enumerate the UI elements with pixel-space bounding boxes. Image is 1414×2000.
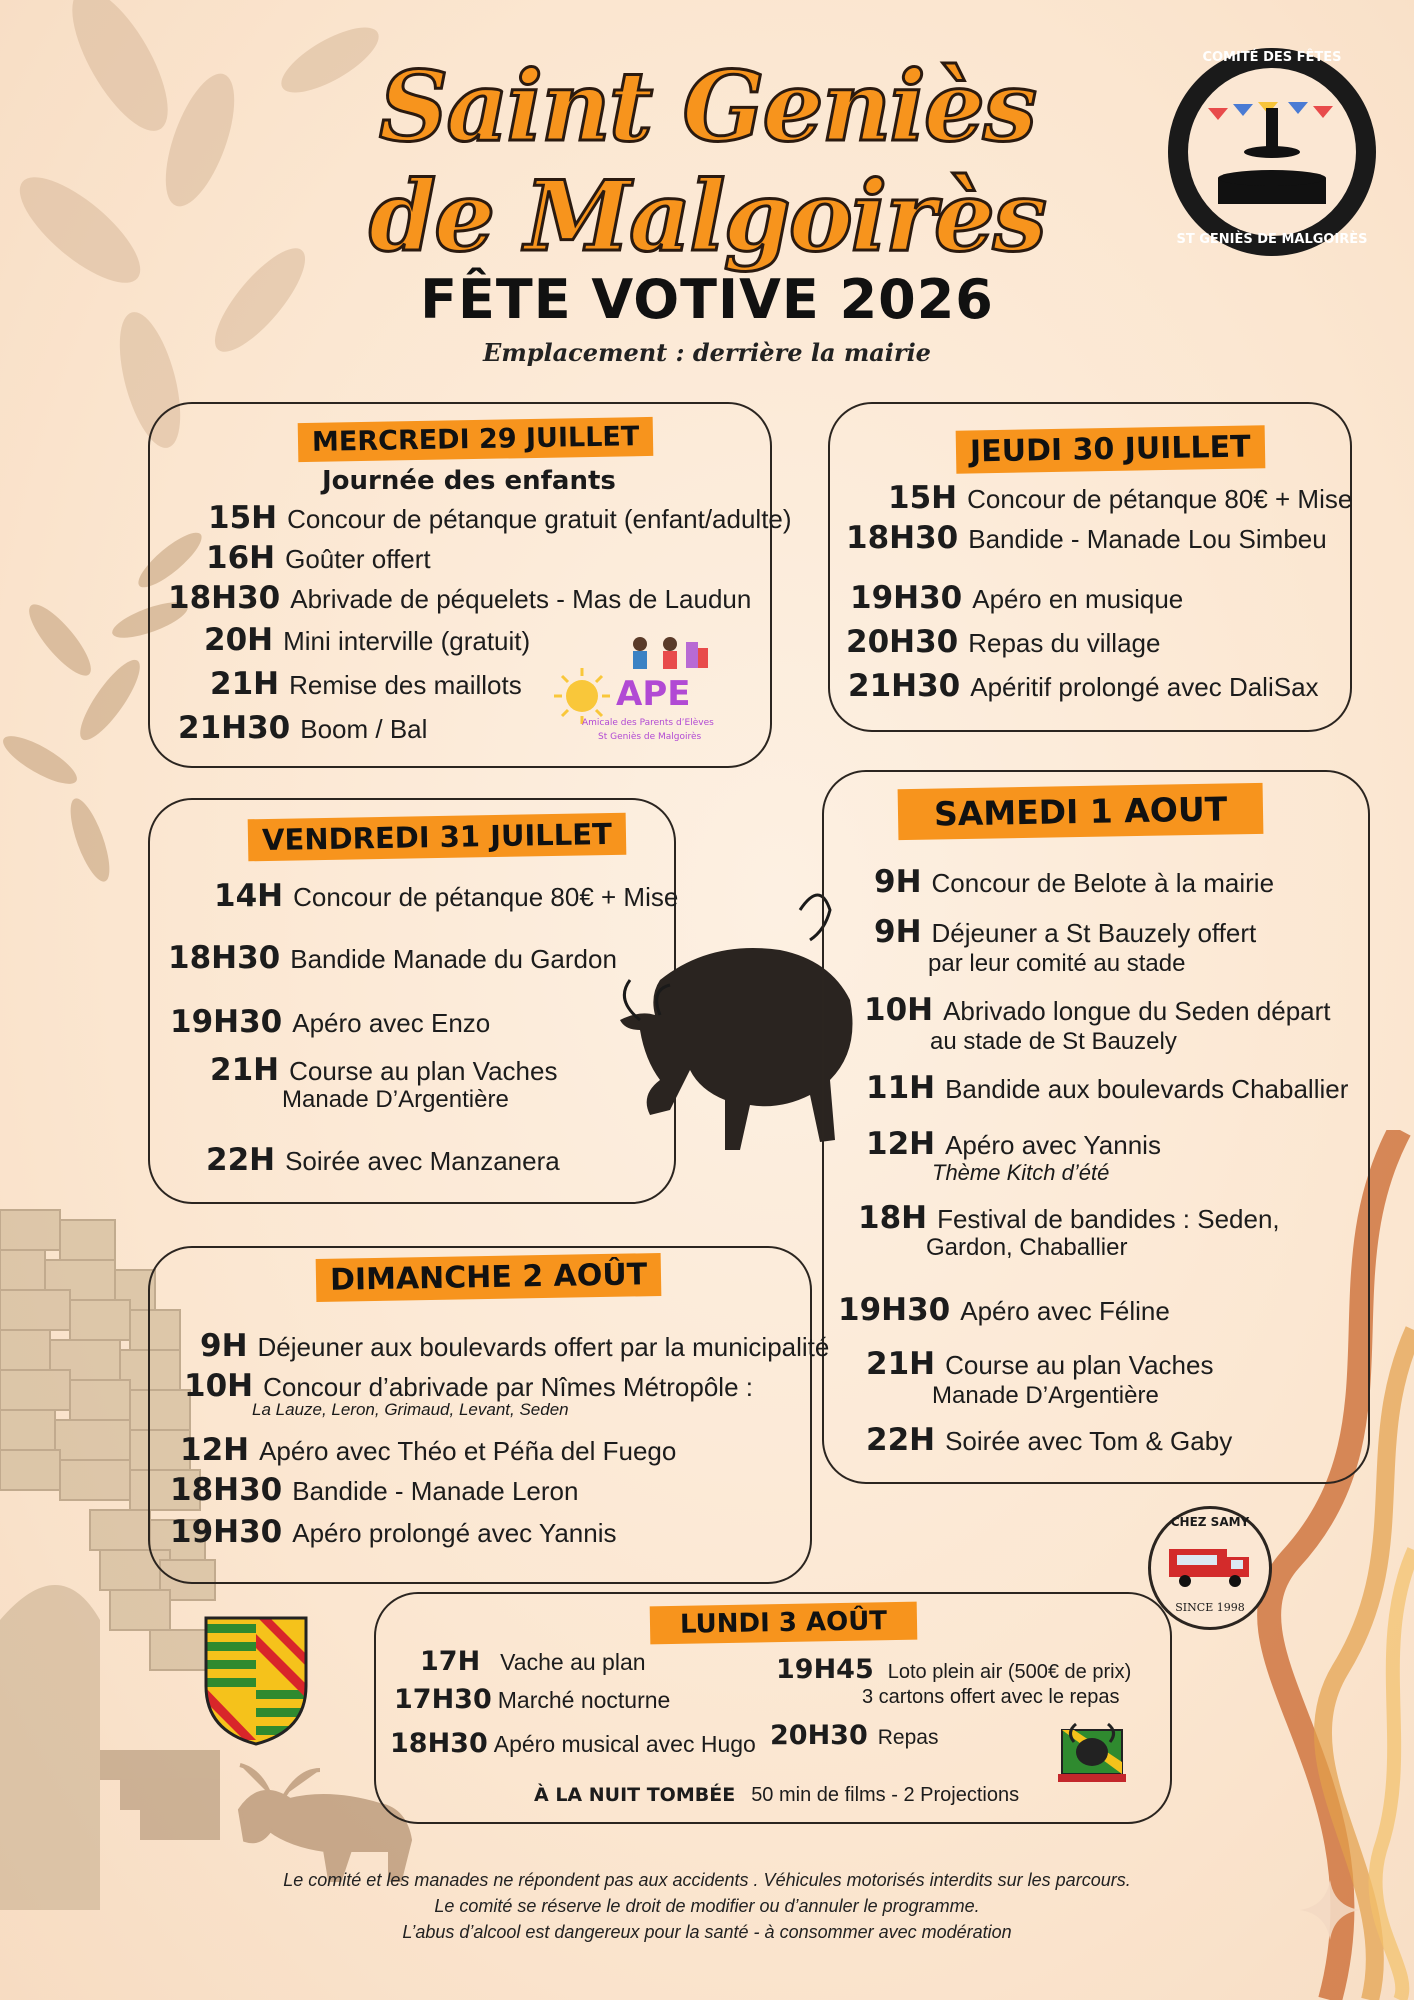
event-wed-2: 16H Goûter offert xyxy=(206,540,431,576)
event-thu-1: 15H Concour de pétanque 80€ + Mise xyxy=(888,480,1353,516)
coat-of-arms-icon xyxy=(204,1616,308,1746)
day-label-thursday: JEUDI 30 JUILLET xyxy=(956,425,1265,473)
event-fri-2: 18H30 Bandide Manade du Gardon xyxy=(168,940,617,976)
location: Emplacement : derrière la mairie xyxy=(483,338,931,367)
event-mon-4: 19H45 Loto plein air (500€ de prix) xyxy=(776,1654,1132,1685)
event-mon-1: 17H Vache au plan xyxy=(420,1646,646,1677)
event-thu-2: 18H30 Bandide - Manade Lou Simbeu xyxy=(846,520,1327,556)
ape-logo-line1: Amicale des Parents d’Elèves xyxy=(582,718,714,728)
event-mon-2: 17H30 Marché nocturne xyxy=(394,1684,671,1715)
event-fri-4-detail: Manade D’Argentière xyxy=(282,1086,509,1113)
event-mon-3: 18H30 Apéro musical avec Hugo xyxy=(390,1728,756,1759)
event-sat-9: 22H Soirée avec Tom & Gaby xyxy=(866,1422,1233,1458)
event-sat-6-detail: Gardon, Chaballier xyxy=(926,1234,1128,1261)
sparkle-icon xyxy=(1300,1880,1360,1940)
day-label-sunday: DIMANCHE 2 AOÛT xyxy=(316,1253,662,1302)
event-wed-4: 20H Mini interville (gratuit) xyxy=(204,622,531,658)
event-mon-5: 20H30 Repas xyxy=(770,1720,939,1751)
event-sat-1: 9H Concour de Belote à la mairie xyxy=(874,864,1275,900)
children-icon xyxy=(620,636,710,676)
footer-line-3: L’abus d’alcool est dangereux pour la santé - à consommer avec modération xyxy=(402,1922,1012,1942)
event-wed-1: 15H Concour de pétanque gratuit (enfant/adulte) xyxy=(208,500,792,536)
ape-logo-line2: St Geniès de Malgoirès xyxy=(598,732,702,742)
event-wed-3: 18H30 Abrivade de péquelets - Mas de Laudun xyxy=(168,580,752,616)
footer-line-2: Le comité se réserve le droit de modifier ou d’annuler le programme. xyxy=(434,1896,980,1916)
event-sat-7: 19H30 Apéro avec Féline xyxy=(838,1292,1170,1328)
event-wed-6: 21H30 Boom / Bal xyxy=(178,710,428,746)
food-truck-icon xyxy=(1165,1543,1255,1589)
event-sun-3: 12H Apéro avec Théo et Péña del Fuego xyxy=(180,1432,677,1468)
event-sat-6: 18H Festival de bandides : Seden, xyxy=(858,1200,1280,1236)
event-sat-2-detail: par leur comité au stade xyxy=(928,950,1186,977)
event-sat-2: 9H Déjeuner a St Bauzely offert xyxy=(874,914,1257,950)
sun-icon xyxy=(552,666,612,726)
committee-logo-bottom: ST GENIÈS DE MALGOIRÈS xyxy=(1176,232,1368,247)
day-label-monday: LUNDI 3 AOÛT xyxy=(650,1602,918,1645)
title-line1: Saint Geniès xyxy=(378,50,1035,163)
subtitle: FÊTE VOTIVE 2026 xyxy=(420,268,994,331)
event-thu-4: 20H30 Repas du village xyxy=(846,624,1161,660)
event-sun-4: 18H30 Bandide - Manade Leron xyxy=(170,1472,579,1508)
event-sun-2-detail: La Lauze, Leron, Grimaud, Levant, Seden xyxy=(252,1400,569,1419)
event-thu-5: 21H30 Apéritif prolongé avec DaliSax xyxy=(848,668,1319,704)
event-fri-4: 21H Course au plan Vaches xyxy=(210,1052,558,1088)
event-mon-4-detail: 3 cartons offert avec le repas xyxy=(862,1686,1120,1708)
event-sun-5: 19H30 Apéro prolongé avec Yannis xyxy=(170,1514,617,1550)
event-thu-3: 19H30 Apéro en musique xyxy=(850,580,1184,616)
event-fri-1: 14H Concour de pétanque 80€ + Mise xyxy=(214,878,679,914)
ape-logo xyxy=(552,636,722,756)
event-sat-3: 10H Abrivado longue du Seden départ xyxy=(864,992,1331,1028)
day-label-wednesday: MERCREDI 29 JUILLET xyxy=(298,417,654,462)
day-label-saturday: SAMEDI 1 AOUT xyxy=(898,783,1264,840)
chez-samy-bottom: SINCE 1998 xyxy=(1175,1601,1245,1614)
event-sat-5-detail: Thème Kitch d’été xyxy=(932,1160,1110,1185)
manade-logo xyxy=(1052,1712,1132,1788)
event-mon-night: À LA NUIT TOMBÉE 50 min de films - 2 Projections xyxy=(534,1784,1020,1806)
footer-line-1: Le comité et les manades ne répondent pas aux accidents . Véhicules motorisés interdits sur les parcours. xyxy=(283,1870,1131,1890)
event-fri-3: 19H30 Apéro avec Enzo xyxy=(170,1004,491,1040)
event-sat-3-detail: au stade de St Bauzely xyxy=(930,1028,1177,1055)
event-sun-2: 10H Concour d’abrivade par Nîmes Métropôle : xyxy=(184,1368,753,1404)
day-theme-wednesday: Journée des enfants xyxy=(322,466,616,496)
event-sat-5: 12H Apéro avec Yannis xyxy=(866,1126,1161,1162)
day-label-friday: VENDREDI 31 JUILLET xyxy=(248,813,627,862)
committee-logo xyxy=(1168,48,1376,256)
event-fri-5: 22H Soirée avec Manzanera xyxy=(206,1142,560,1178)
event-sat-8: 21H Course au plan Vaches xyxy=(866,1346,1214,1382)
committee-logo-top: COMITÉ DES FÊTES xyxy=(1202,50,1342,65)
chez-samy-top: CHEZ SAMY xyxy=(1170,1515,1250,1529)
fountain-icon xyxy=(1188,68,1356,236)
event-sat-4: 11H Bandide aux boulevards Chaballier xyxy=(866,1070,1349,1106)
chez-samy-logo xyxy=(1148,1506,1272,1630)
event-sat-8-detail: Manade D’Argentière xyxy=(932,1382,1159,1409)
event-sun-1: 9H Déjeuner aux boulevards offert par la municipalité xyxy=(200,1328,830,1364)
title-line2: de Malgoirès xyxy=(369,160,1045,273)
event-wed-5: 21H Remise des maillots xyxy=(210,666,522,702)
ape-logo-name: APE xyxy=(616,674,691,714)
